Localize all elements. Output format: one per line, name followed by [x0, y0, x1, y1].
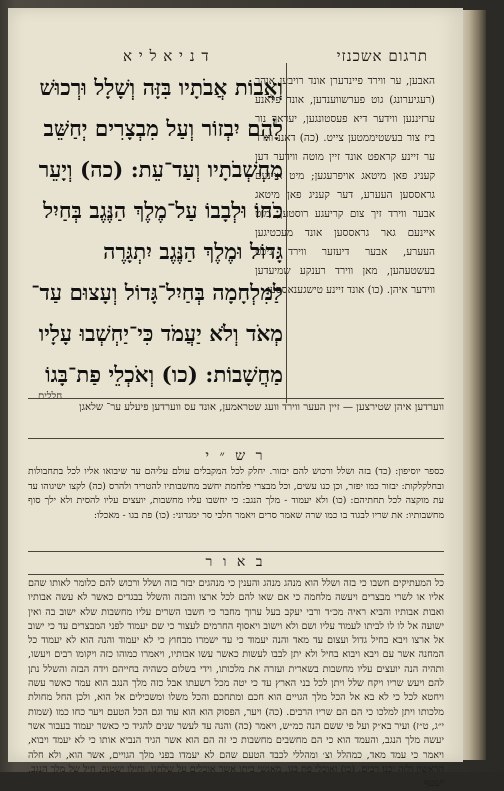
targum-continuation: ווערדען איהן שטירצען — זיין העער ווירד וועג שטראמען, אונד עס ווערדען פיעלע ער־ שלאגן — [79, 402, 444, 413]
biur-heading: ב א ו ר — [205, 554, 266, 570]
book-spine — [462, 10, 486, 760]
main-text-line: כֹּחוֹ וּלְבָבוֹ עַל־מֶלֶךְ הַנֶּגֶב בְּחַיִל — [43, 199, 283, 224]
catchword: חללים — [38, 391, 63, 402]
main-text-line: לָהֶם יִבְזוֹר וְעַל מִבְצָרִים יְחַשֵּׁב — [43, 117, 283, 142]
rashi-commentary: כספר יוסיפון: (כד) בזה ושלל ורכוש להם יבזור. יחלק לכל המקבלים עולם עליהם עד שיבואו אליו לכל בתחבולות ובחלקלקות: יבזור כמו יפזר, וכן כנו עשים, וכל מבצרי פלחמת יחשב מחשבותיו להטריד ולהרס (כה) לקצו ישיגוהו עד עת מוקצה לכל תחתיהם: (כו) ולא יעמוד - מלך הנגב: כי יחשבו עליו מחשבות, יועצים עליו להסית ולא ילך סוף מחשבותיו: את שריו לבגוד בו כמו שרה שאמר סרים ויאמר חלבי סר ימגדוני: (כו) פת בגו - מאכלו: — [28, 466, 444, 521]
main-text-line: מְאֹד וְלֹא יַעֲמֹד כִּי־יַחְשְׁבוּ עָלָיו — [38, 322, 283, 347]
book-chapter-header: ד נ י א ל י א — [123, 47, 210, 65]
targum-paragraph: האבען, ער ווירד פיינדערן אונד רויבען אוהר (רעגיערונג) גוט פערשווענדען, אונד פלאנע ערזיננען ווידער דיא פעסטונגען, יעדאך נור ביז צור בעשטיממטען צייט. (כה) דאננ ווירד ער זיינע קראפט אונד זיין מוטה ווידער דען קעניג פאן מיטאג אויפרעגען; מיט איינעם גראססען העערע, דער קעניג פאן מיטאג אבער ווירד זיך צום קריעגע רוסטען, מיט איינעם גאר גראססען אונד מעכטיגען העערע, אבער דיעזער ווירד ניכט בעשטעהען, מאן ווירד רענקע שמיעדען ווידער איהן. (כו) אונד זיינע טישגענאססען — [255, 75, 435, 296]
biur-commentary: כל המעתיקים חשבו כי בזה ושלל הוא מנהג מנהג והענין כי מנהגים יבזר בזה ושלל ורכוש להם כלומר לאותו שהם אליו או לשרי מבצרים ויעשה מלחמה כי אם שאו להם לכל ארצו והבזה והשלל בבגדים כאשר לא עשה אבותיו ואבות אבותיו והביא ראיה מכ״ד ורבי יעקב בעל ערוך מחבר כי חשבו השרים עליו מחשבות שלא ישוב בה ואין ישועה אל לו לו לביתו לעמוד עליו ושם ולא וישוב ויאסוף החרמים לעצור כי שם יעמוד לפני המבצרים עד כי ישוב אל ארצו ויבא בחיל גדול ועצום עד מאד והנה יעמוד כי עד ישמרו מבחוץ כי לא יעמוד והנה הוא לא יעמוד כל המחנה אשר עם ויבא ויבוא בחיל ולא יתן לבבו לעשות כאשר עשו אבותיו, ויאמרו כמוהו כזה ויקומו רבים ויעשו, ותהיה הנה יועצים עליו מחשבות בשארית ועזרה את מלכותו, וידי בשלום כשהיה בחייהם וידה הבזה והשלל נתן להם ויעש שריו ויקח שלל ויתן לכל בני הארץ עד כי יטה מכל רשעתו אבל כזה מלך הנגב הוא עמד כאשר עשה ויחטא לכל כי לא בא אל הכל מלך הגויים הוא חכם ומתחכם והכל משלו ומשכילים אל הוא, ולכן החל מחולת מלכותו ויתן למלכו כי הם הם שריו הרבים. (כה) ויער, הפסוק הוא הוא עוד וגם הכל הטעם ויער כחו כמו (שמות י״ג, ט״ז) ועיר בא״ק ועל פי ששם הנה כמ״ש, ויאמר (כה) והנה עד לעשר שנים להגיד כי כאשר יעמוד בעבור אשר יעשה מלך הנגב, והעמד הוא כי הם מחשבים מחשבות כי זה הם הוא אשר הגיד הנביא אותו כי לא יעמד ויבוא, ויאמר כי עמד מאד, כמהלל וצ׳ ומהללי לכבד הטעם שהם לא יעמדו בפני מלך הגויים, אשר הוא, ולא חלה הראשון ולזה יכנו רבים. (כו) ואוכלי פת בגו, מאנשי ביתו אשר אוכלים על שלחנו. וחילו ישטוף, חיל של מלך הנגב, ישטף — [28, 578, 444, 790]
main-text-line: וְאֲבוֹת אֲבֹתָיו בִּזָּה וְשָׁלָל וּרְכוּשׁ — [39, 76, 283, 101]
targum-header: תרגום אשכנזי — [336, 47, 428, 65]
section-rule — [28, 398, 444, 399]
main-text-line: מַחֲשָׁבוֹת: (כו) וְאֹכְלֵי פַת־בָּגוֹ — [45, 363, 283, 388]
rashi-heading: ר ש ״ י — [205, 448, 266, 464]
column-divider — [286, 63, 287, 403]
section-rule — [28, 438, 444, 439]
main-text-line: גָּדוֹל וּמֶלֶךְ הַנֶּגֶב יִתְגָּרֶה — [103, 240, 283, 265]
book-page — [8, 8, 463, 790]
main-text-line: מַחְשְׁבֹתָיו וְעַד־עֵת: (כה) וְיָעֵר — [38, 158, 283, 183]
main-hebrew-text — [28, 68, 283, 390]
main-text-line: לַמִּלְחָמָה בְּחַיִל־גָּדוֹל וְעָצוּם עַד־ — [31, 281, 283, 306]
